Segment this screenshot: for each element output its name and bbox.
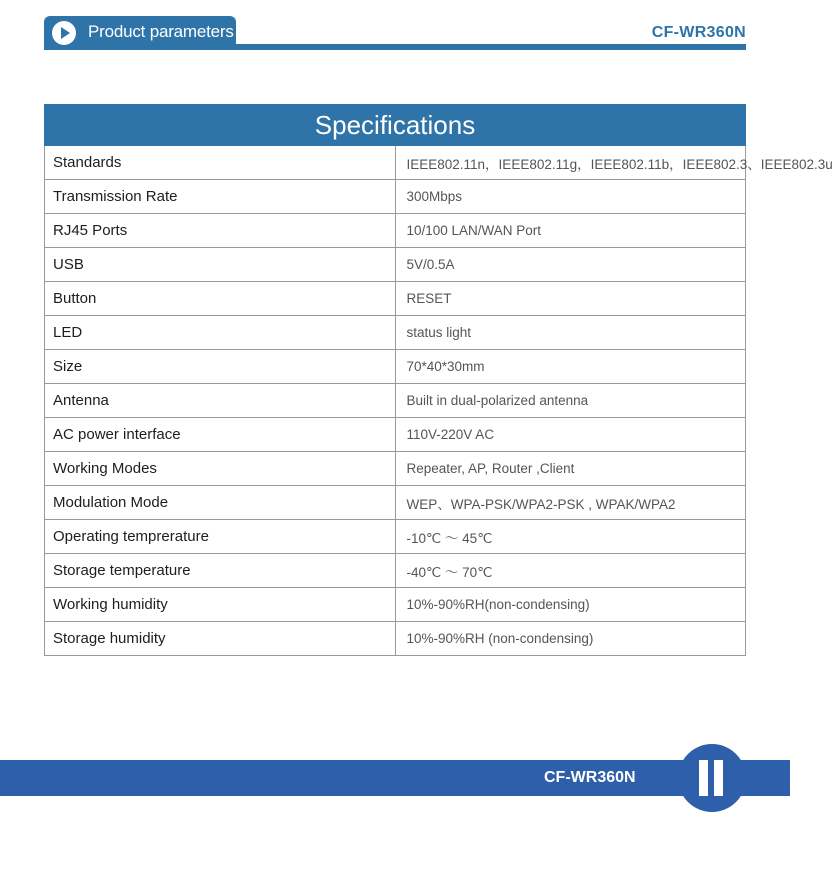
header-model-name: CF-WR360N (651, 24, 746, 41)
spec-label: RJ45 Ports (45, 214, 396, 248)
section-title: Product parameters (88, 22, 234, 41)
spec-value: 300Mbps (395, 180, 746, 214)
spec-label: Operating temprerature (45, 520, 396, 554)
table-row (45, 418, 746, 452)
table-row (45, 180, 746, 214)
spec-value: 10%-90%RH(non-condensing) (395, 588, 746, 622)
table-row (45, 350, 746, 384)
spec-value: 110V-220V AC (395, 418, 746, 452)
footer-model-name: CF-WR360N (544, 769, 636, 786)
specifications-table (44, 104, 833, 656)
page-mark-bar-right (714, 760, 723, 796)
spec-value: 5V/0.5A (395, 248, 746, 282)
spec-label: Working humidity (45, 588, 396, 622)
table-row (45, 520, 746, 554)
table-row (45, 554, 746, 588)
spec-label: Transmission Rate (45, 180, 396, 214)
spec-label: USB (45, 248, 396, 282)
spec-value: status light (395, 316, 746, 350)
footer-band (0, 760, 790, 796)
table-row (45, 384, 746, 418)
table-row (45, 282, 746, 316)
spec-label: Button (45, 282, 396, 316)
table-title: Specifications (45, 105, 746, 146)
spec-value: Built in dual-polarized antenna (395, 384, 746, 418)
header-rule (44, 44, 746, 50)
spec-value: Repeater, AP, Router ,Client (395, 452, 746, 486)
page-mark-bar-left (699, 760, 708, 796)
spec-label: Antenna (45, 384, 396, 418)
spec-label: AC power interface (45, 418, 396, 452)
page-number-badge (678, 744, 746, 812)
table-row (45, 486, 746, 520)
spec-value: IEEE802.11n，IEEE802.11g，IEEE802.11b，IEEE802.3、IEEE802.3u (395, 146, 746, 180)
spec-label: LED (45, 316, 396, 350)
spec-label: Storage humidity (45, 622, 396, 656)
table-row (45, 588, 746, 622)
play-icon (52, 21, 76, 45)
spec-value: -40℃ ～ 70℃ (395, 554, 746, 588)
spec-value: 70*40*30mm (395, 350, 746, 384)
spec-label: Modulation Mode (45, 486, 396, 520)
table-row (45, 146, 746, 180)
spec-value: WEP、WPA-PSK/WPA2-PSK , WPAK/WPA2 (395, 486, 746, 520)
table-row (45, 452, 746, 486)
table-row (45, 316, 746, 350)
spec-label: Storage temperature (45, 554, 396, 588)
spec-value: RESET (395, 282, 746, 316)
spec-label: Working Modes (45, 452, 396, 486)
spec-label: Size (45, 350, 396, 384)
spec-value: 10/100 LAN/WAN Port (395, 214, 746, 248)
table-row (45, 248, 746, 282)
spec-value: -10℃ ～ 45℃ (395, 520, 746, 554)
spec-label: Standards (45, 146, 396, 180)
spec-value: 10%-90%RH (non-condensing) (395, 622, 746, 656)
table-row (45, 622, 746, 656)
table-row (45, 214, 746, 248)
